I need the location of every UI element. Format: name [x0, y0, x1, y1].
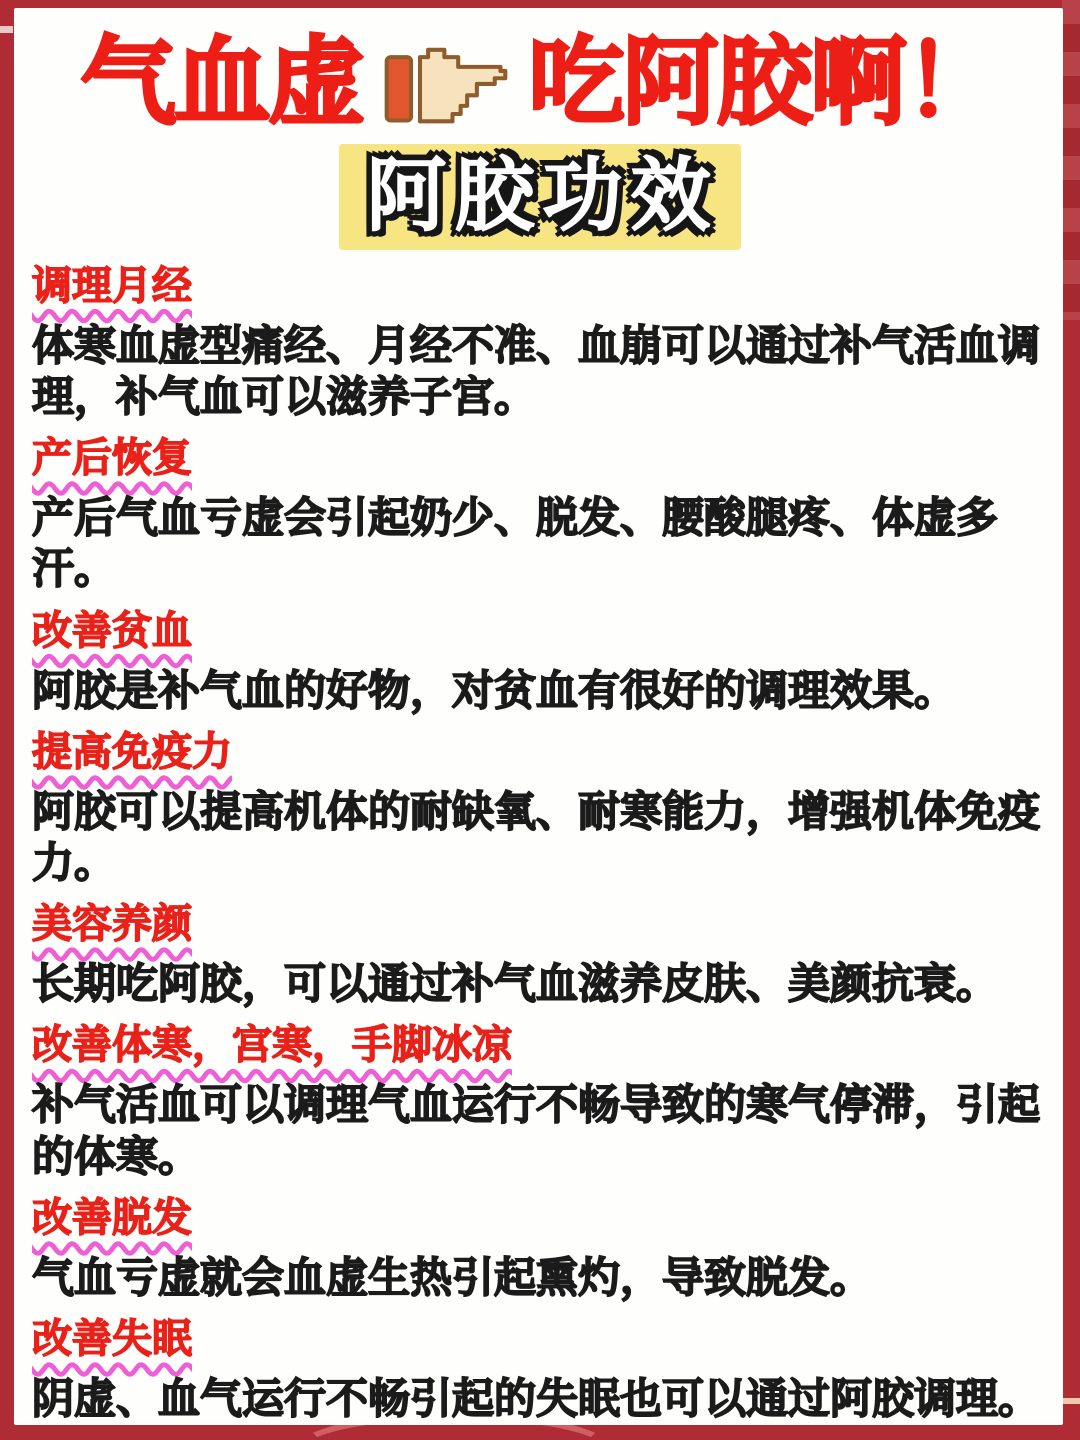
- content-panel: [14, 8, 1063, 1425]
- section-body: 阴虚、血气运行不畅引起的失眠也可以通过阿胶调理。: [32, 1375, 1041, 1423]
- section-heading: 改善失眠: [32, 1317, 192, 1362]
- section-heading: 改善脱发: [32, 1195, 192, 1240]
- benefit-section: [32, 607, 1047, 716]
- section-body: 气血亏虚就会血虚生热引起熏灼，导致脱发。: [32, 1253, 873, 1301]
- benefit-section: [32, 434, 1047, 594]
- benefit-section: [32, 900, 1047, 1009]
- section-heading: 改善贫血: [32, 608, 192, 653]
- frame-corner-pattern: [1062, 0, 1080, 320]
- frame-right-dash-decoration: [1063, 1398, 1080, 1404]
- frame-left-dash-decoration: [0, 26, 13, 33]
- section-heading: 改善体寒，宫寒，手脚冰凉: [32, 1023, 512, 1068]
- section-body: 阿胶可以提高机体的耐缺氧、耐寒能力，增强机体免疫力。: [32, 787, 1041, 886]
- main-title: [32, 30, 1047, 136]
- section-heading: 调理月经: [32, 263, 192, 308]
- subtitle-badge-row: [32, 144, 1047, 250]
- benefit-section: [32, 262, 1047, 422]
- pointing-right-hand-icon: [381, 47, 511, 129]
- section-body: 补气活血可以调理气血运行不畅导致的寒气停滞，引起的体寒。: [32, 1081, 1041, 1180]
- title-right-text: 吃阿胶啊！: [528, 29, 999, 136]
- section-body: 阿胶是补气血的好物，对贫血有很好的调理效果。: [32, 666, 957, 714]
- benefit-section: [32, 728, 1047, 888]
- sections-list: [32, 262, 1047, 1425]
- section-body: 体寒血虚型痛经、月经不准、血崩可以通过补气活血调理，补气血可以滋养子宫。: [32, 321, 1041, 420]
- section-heading: 美容养颜: [32, 902, 192, 947]
- benefit-section: [32, 1315, 1047, 1424]
- benefit-section: [32, 1194, 1047, 1303]
- section-body: 产后气血亏虚会引起奶少、脱发、腰酸腿疼、体虚多汗。: [32, 494, 999, 593]
- subtitle-badge: 阿胶功效: [339, 144, 741, 250]
- title-left-text: 气血虚: [80, 29, 363, 136]
- section-body: 长期吃阿胶，可以通过补气血滋养皮肤、美颜抗衰。: [32, 960, 999, 1008]
- benefit-section: [32, 1021, 1047, 1181]
- section-heading: 提高免疫力: [32, 729, 232, 774]
- section-heading: 产后恢复: [32, 436, 192, 481]
